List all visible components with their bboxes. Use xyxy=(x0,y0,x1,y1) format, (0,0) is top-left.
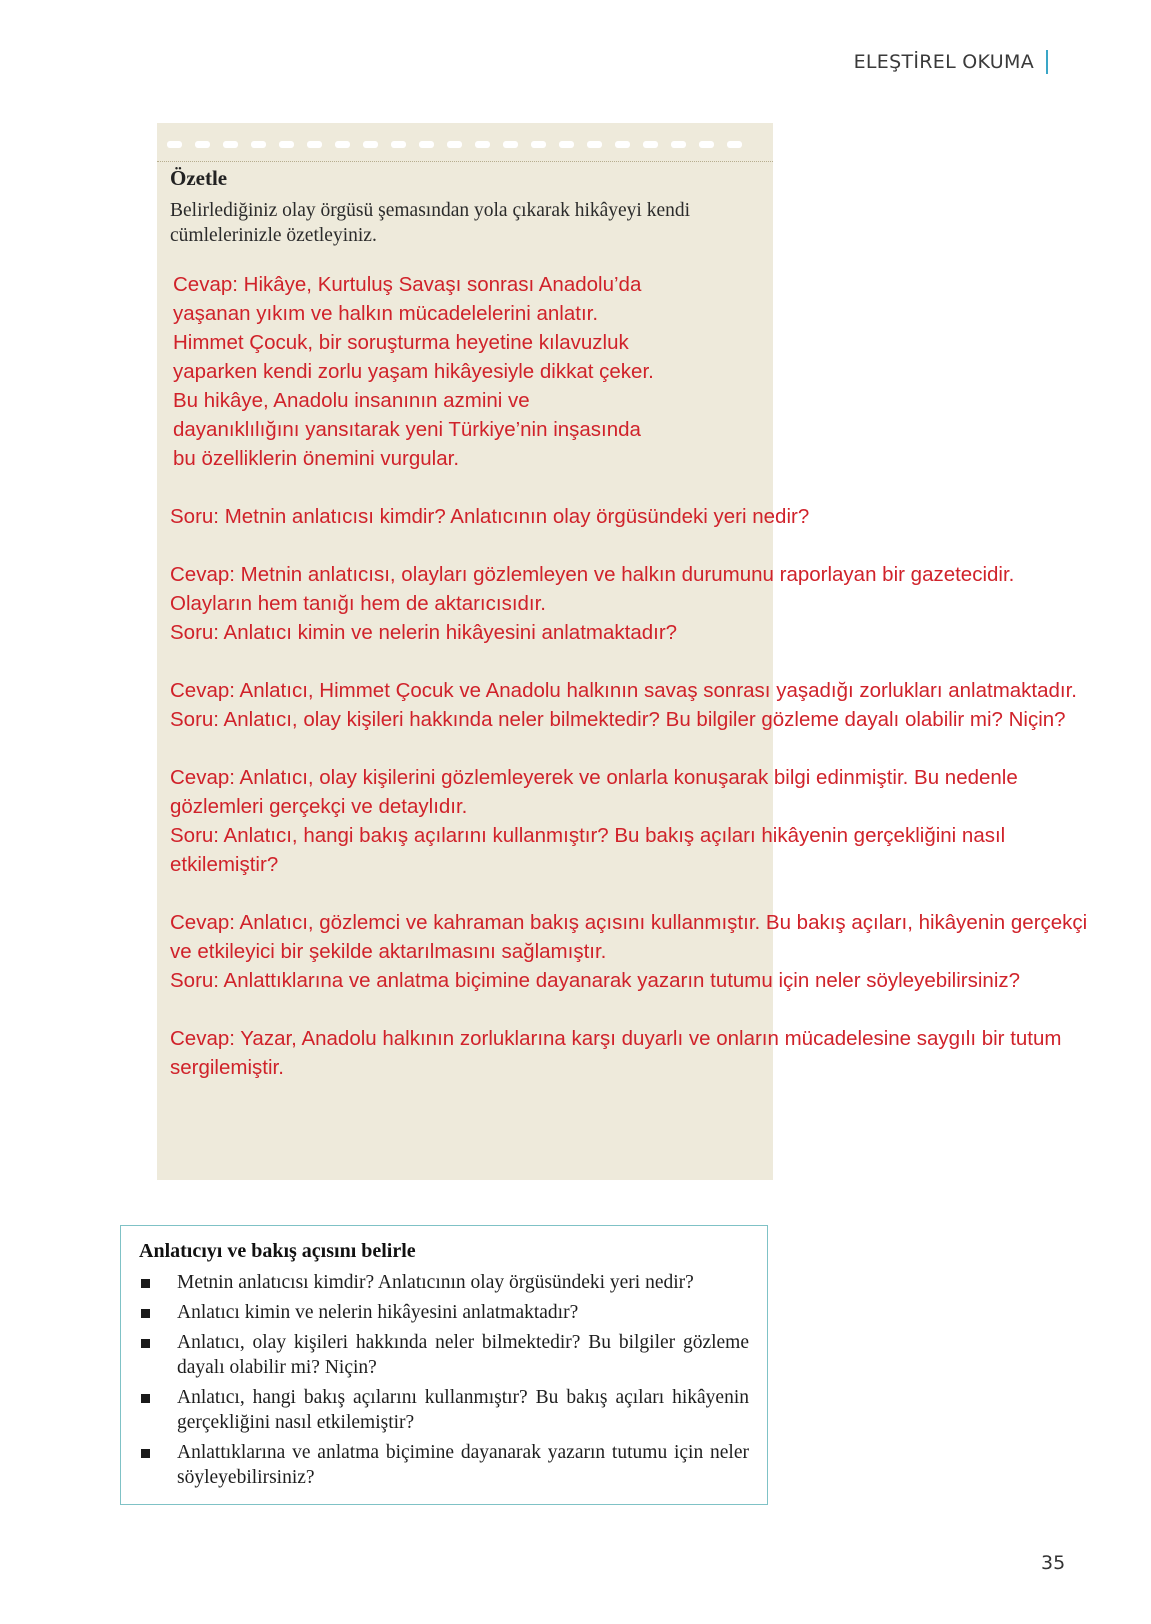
answer-4 xyxy=(170,908,1150,966)
answer-line: Bu hikâye, Anadolu insanının azmini ve xyxy=(173,389,530,412)
task-item xyxy=(139,1270,749,1295)
instruction-line: Belirlediğiniz olay örgüsü şemasından yola çıkarak hikâyeyi kendi xyxy=(170,200,691,221)
answer-5 xyxy=(170,1024,1150,1082)
task-item-text: Metnin anlatıcısı kimdir? Anlatıcının olay örgüsündeki yeri nedir? xyxy=(177,1272,694,1293)
answer-line: Cevap: Anlatıcı, olay kişilerini gözlemleyerek ve onlarla konuşarak bilgi edinmiştir. Bu nedenle xyxy=(170,766,1018,789)
page-header xyxy=(854,50,1048,74)
bullet-square-icon xyxy=(141,1279,150,1288)
question-3 xyxy=(170,705,1150,734)
question-line: Soru: Metnin anlatıcısı kimdir? Anlatıcının olay örgüsündeki yeri nedir? xyxy=(170,505,810,528)
dotted-divider xyxy=(157,161,773,162)
question-line: Soru: Anlatıcı kimin ve nelerin hikâyesini anlatmaktadır? xyxy=(170,621,678,644)
task-item-text: Anlatıcı kimin ve nelerin hikâyesini anlatmaktadır? xyxy=(177,1302,579,1323)
bullet-square-icon xyxy=(141,1394,150,1403)
bullet-square-icon xyxy=(141,1309,150,1318)
answer-line: Cevap: Anlatıcı, gözlemci ve kahraman bakış açısını kullanmıştır. Bu bakış açıları, hikâyenin gerçekçi xyxy=(170,911,1088,934)
question-line: Soru: Anlatıcı, hangi bakış açılarını kullanmıştır? Bu bakış açıları hikâyenin gerçekliğini nasıl xyxy=(170,824,1006,847)
task-item-text: Anlatıcı, olay kişileri hakkında neler bilmektedir? Bu bilgiler gözleme dayalı olabilir mi? Niçin? xyxy=(177,1332,749,1378)
question-4 xyxy=(170,821,1150,879)
answer-line: Cevap: Yazar, Anadolu halkının zorluklarına karşı duyarlı ve onların mücadelesine saygılı bir tutum xyxy=(170,1027,1062,1050)
task-title: Anlatıcıyı ve bakış açısını belirle xyxy=(139,1240,416,1262)
task-list xyxy=(139,1270,749,1495)
answer-line: sergilemiştir. xyxy=(170,1056,284,1079)
answer-line: dayanıklılığını yansıtarak yeni Türkiye’nin inşasında xyxy=(173,418,641,441)
answer-line: Himmet Çocuk, bir soruşturma heyetine kılavuzluk xyxy=(173,331,629,354)
summary-answer xyxy=(170,270,1150,473)
answer-line: Cevap: Anlatıcı, Himmet Çocuk ve Anadolu halkının savaş sonrası yaşadığı zorlukları anlatmaktadır. xyxy=(170,679,1078,702)
summary-instruction xyxy=(170,198,730,248)
question-5 xyxy=(170,966,1150,995)
task-item xyxy=(139,1440,749,1490)
narrator-task-box xyxy=(120,1225,768,1505)
task-item-text: Anlattıklarına ve anlatma biçimine dayanarak yazarın tutumu için neler söyleyebilirsiniz? xyxy=(177,1442,749,1488)
answer-3 xyxy=(170,763,1150,821)
question-1 xyxy=(170,502,1150,531)
summary-title: Özetle xyxy=(170,166,228,190)
question-line: Soru: Anlattıklarına ve anlatma biçimine dayanarak yazarın tutumu için neler söyleyebilirsiniz? xyxy=(170,969,1021,992)
answer-2 xyxy=(170,676,1150,705)
answer-line: ve etkileyici bir şekilde aktarılmasını sağlamıştır. xyxy=(170,940,607,963)
bullet-square-icon xyxy=(141,1339,150,1348)
dashed-decoration xyxy=(167,141,767,149)
page-number: 35 xyxy=(1041,1552,1066,1574)
answer-line: yaşanan yıkım ve halkın mücadelelerini anlatır. xyxy=(173,302,599,325)
handwritten-answers xyxy=(170,270,1150,1082)
task-item xyxy=(139,1330,749,1380)
answer-line: Olayların hem tanığı hem de aktarıcısıdır. xyxy=(170,592,547,615)
question-2 xyxy=(170,618,1150,647)
answer-line: bu özelliklerin önemini vurgular. xyxy=(173,447,460,470)
instruction-line: cümlelerinizle özetleyiniz. xyxy=(170,225,377,246)
question-line: etkilemiştir? xyxy=(170,853,279,876)
question-line: Soru: Anlatıcı, olay kişileri hakkında neler bilmektedir? Bu bilgiler gözleme dayalı olabilir mi? Niçin? xyxy=(170,708,1066,731)
answer-line: gözlemleri gerçekçi ve detaylıdır. xyxy=(170,795,468,818)
answer-1 xyxy=(170,560,1150,618)
header-title: ELEŞTİREL OKUMA xyxy=(853,51,1034,73)
task-item-text: Anlatıcı, hangi bakış açılarını kullanmıştır? Bu bakış açıları hikâyenin gerçekliğini nasıl etkilemiştir? xyxy=(177,1387,749,1433)
task-item xyxy=(139,1300,749,1325)
answer-line: yaparken kendi zorlu yaşam hikâyesiyle dikkat çeker. xyxy=(173,360,654,383)
task-item xyxy=(139,1385,749,1435)
bullet-square-icon xyxy=(141,1449,150,1458)
header-accent-bar xyxy=(1046,50,1048,74)
answer-line: Cevap: Metnin anlatıcısı, olayları gözlemleyen ve halkın durumunu raporlayan bir gazetecidir. xyxy=(170,563,1015,586)
answer-line: Cevap: Hikâye, Kurtuluş Savaşı sonrası Anadolu’da xyxy=(173,273,642,296)
